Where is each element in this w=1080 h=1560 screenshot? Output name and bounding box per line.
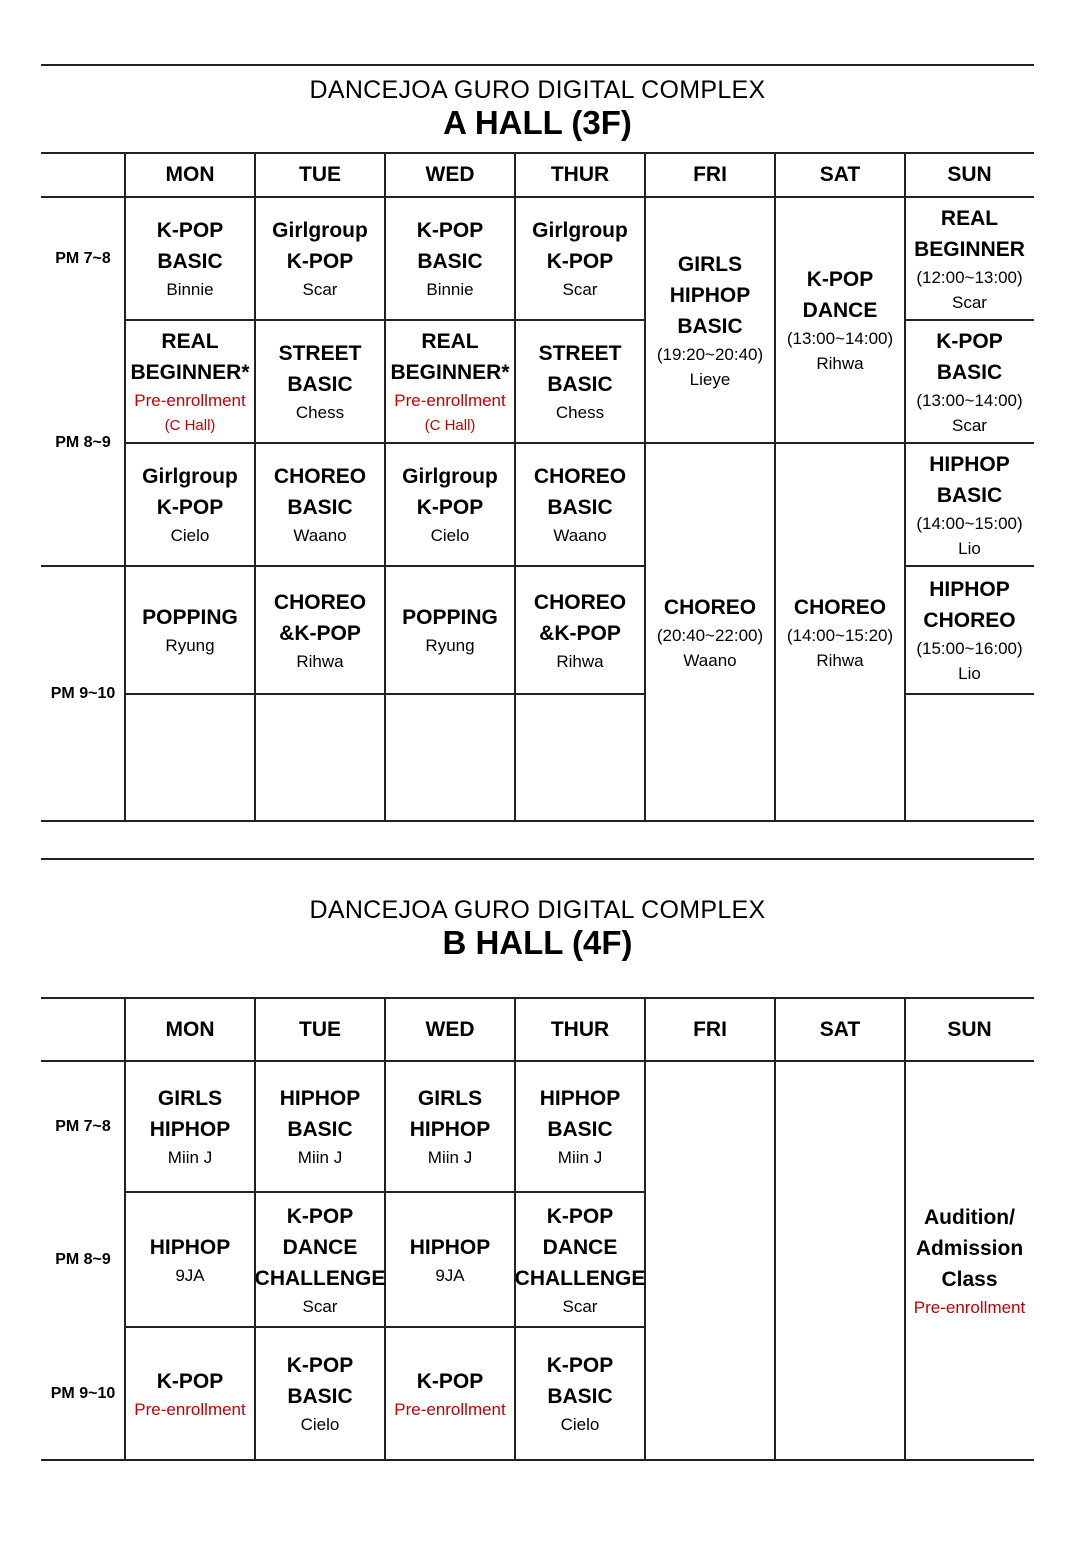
day-header-thur: THUR (550, 1017, 610, 1041)
instructor-name: Ryung (165, 636, 215, 655)
class-name: BASIC (287, 496, 353, 519)
class-name: HIPHOP (669, 283, 751, 307)
instructor-name: Cielo (430, 526, 470, 545)
class-name: Audition/ (924, 1205, 1015, 1229)
instructor-name: Cielo (170, 526, 210, 545)
class-cell (125, 566, 255, 694)
class-time: (15:00~16:00) (916, 639, 1023, 658)
class-name: BEGINNER* (130, 360, 250, 384)
day-header-tue: TUE (299, 1017, 341, 1041)
class-cell (515, 320, 645, 443)
class-name: CHOREO (533, 465, 627, 488)
class-time: (14:00~15:00) (916, 513, 1023, 533)
class-name: HIPHOP (279, 1087, 361, 1110)
instructor-name: Binnie (426, 280, 474, 299)
class-name: CHOREO (923, 609, 1016, 632)
class-cell (125, 1061, 255, 1192)
class-name: REAL (161, 329, 219, 353)
class-name: HIPHOP (929, 578, 1010, 601)
class-time: (13:00~14:00) (786, 329, 894, 348)
class-name: Girlgroup (402, 465, 498, 488)
class-name: HIPHOP (149, 1118, 231, 1141)
class-name: DANCE (282, 1235, 358, 1259)
class-name: K-POP (546, 1204, 614, 1228)
time-slot-label: PM 9~10 (50, 1384, 116, 1402)
class-name: CHALLENGE (514, 1266, 646, 1290)
instructor-name: Scar (952, 415, 987, 435)
class-name: BASIC (157, 250, 223, 273)
hall-a-title: A HALL (3F) (443, 104, 632, 141)
class-name: BASIC (936, 483, 1003, 507)
day-header-mon: MON (165, 1017, 215, 1041)
class-name: K-POP (156, 496, 224, 519)
enrollment-note: Pre-enrollment (394, 390, 506, 410)
class-name: STREET (278, 342, 362, 365)
class-name: BASIC (287, 1118, 353, 1141)
class-name: REAL (421, 329, 479, 353)
class-cell (905, 1061, 1034, 1460)
class-cell (385, 1327, 515, 1460)
class-name: K-POP (286, 250, 354, 273)
instructor-name: 9JA (435, 1265, 465, 1285)
class-name: BASIC (547, 1385, 613, 1408)
class-name: K-POP (546, 1354, 614, 1377)
day-header-sat: SAT (819, 1017, 861, 1041)
day-header-tue: TUE (299, 163, 341, 186)
instructor-name: Scar (302, 280, 338, 299)
time-slot-label: PM 7~8 (55, 1117, 111, 1135)
class-name: Girlgroup (142, 465, 238, 488)
instructor-name: Chess (555, 403, 605, 422)
class-name: K-POP (286, 1354, 354, 1377)
day-header-sun: SUN (947, 1017, 992, 1041)
enrollment-note: Pre-enrollment (394, 1399, 506, 1419)
class-cell (515, 197, 645, 320)
class-cell (515, 1061, 645, 1192)
class-name: BASIC (287, 373, 353, 396)
class-cell (255, 1327, 385, 1460)
class-cell (125, 443, 255, 566)
section-divider (41, 858, 1034, 860)
enrollment-note: Pre-enrollment (913, 1297, 1026, 1317)
hall-a-timetable (41, 152, 1034, 822)
instructor-name: Binnie (166, 280, 214, 299)
day-header-fri: FRI (693, 163, 727, 186)
class-cell (255, 1061, 385, 1192)
class-cell (125, 1327, 255, 1460)
class-cell (905, 443, 1034, 566)
class-name: POPPING (142, 606, 238, 629)
class-name: BASIC (547, 496, 613, 519)
class-cell (255, 320, 385, 443)
day-header-fri: FRI (693, 1017, 727, 1041)
instructor-name: Waano (553, 526, 607, 545)
instructor-name: Miin J (167, 1148, 213, 1167)
class-name: K-POP (416, 1369, 484, 1393)
class-name: CHOREO (533, 590, 627, 614)
instructor-name: Lio (958, 538, 981, 558)
class-cell (515, 1327, 645, 1460)
class-name: K-POP (416, 219, 484, 242)
class-name: K-POP (286, 1204, 354, 1228)
day-header-thur: THUR (550, 163, 610, 186)
enrollment-note: Pre-enrollment (134, 1399, 246, 1419)
day-header-mon: MON (165, 163, 215, 186)
time-slot-label: PM 8~9 (55, 434, 111, 451)
class-name: Class (941, 1267, 998, 1291)
class-name: &K-POP (539, 621, 621, 645)
class-cell (515, 443, 645, 566)
instructor-name: Rihwa (816, 354, 864, 373)
class-name: BASIC (936, 360, 1003, 384)
instructor-name: Cielo (560, 1415, 600, 1434)
class-time: (14:00~15:20) (786, 625, 894, 645)
class-name: BEGINNER (914, 237, 1025, 261)
class-cell (255, 443, 385, 566)
hall-a-subtitle: DANCEJOA GURO DIGITAL COMPLEX (309, 76, 766, 104)
day-header-wed: WED (425, 1017, 475, 1041)
instructor-name: Rihwa (816, 650, 864, 670)
class-name: K-POP (156, 1369, 224, 1393)
class-time: (19:20~20:40) (656, 344, 764, 364)
class-name: HIPHOP (409, 1235, 491, 1259)
class-cell (385, 1061, 515, 1192)
instructor-name: Waano (683, 650, 737, 670)
instructor-name: Rihwa (556, 651, 604, 671)
hall-b-subtitle: DANCEJOA GURO DIGITAL COMPLEX (309, 896, 766, 924)
class-name: BASIC (417, 250, 483, 273)
instructor-name: Waano (293, 526, 347, 545)
class-cell (125, 197, 255, 320)
class-cell (905, 566, 1034, 694)
class-name: K-POP (546, 250, 614, 273)
class-name: BEGINNER* (390, 360, 510, 384)
class-name: &K-POP (279, 621, 361, 645)
class-name: K-POP (806, 268, 874, 291)
instructor-name: Scar (302, 1296, 338, 1316)
class-name: GIRLS (417, 1087, 483, 1110)
class-name: CHOREO (793, 595, 887, 619)
class-cell (385, 566, 515, 694)
class-cell (775, 443, 905, 821)
class-time: (13:00~14:00) (916, 390, 1023, 410)
class-cell (905, 197, 1034, 320)
instructor-name: Cielo (300, 1415, 340, 1434)
class-name: REAL (940, 206, 999, 230)
day-header-wed: WED (425, 163, 475, 186)
hall-b-title: B HALL (4F) (442, 924, 633, 961)
instructor-name: Miin J (297, 1148, 343, 1167)
class-cell (385, 443, 515, 566)
instructor-name: Lio (958, 664, 981, 683)
instructor-name: Rihwa (296, 651, 344, 671)
class-name: HIPHOP (539, 1087, 621, 1110)
class-name: GIRLS (677, 252, 743, 276)
hall-b-timetable (41, 997, 1034, 1462)
class-name: K-POP (416, 496, 484, 519)
class-name: Girlgroup (272, 219, 368, 242)
hall-note: (C Hall) (164, 416, 216, 434)
day-header-sat: SAT (819, 163, 861, 186)
enrollment-note: Pre-enrollment (134, 390, 246, 410)
time-slot-label: PM 9~10 (50, 684, 116, 702)
hall-note: (C Hall) (424, 416, 476, 434)
instructor-name: Miin J (557, 1148, 603, 1167)
instructor-name: Miin J (427, 1148, 473, 1167)
class-time: (20:40~22:00) (656, 625, 764, 645)
class-cell (255, 566, 385, 694)
class-name: STREET (538, 342, 622, 365)
class-cell (385, 320, 515, 443)
class-name: CHALLENGE (254, 1266, 386, 1290)
class-name: DANCE (542, 1235, 618, 1259)
instructor-name: Scar (562, 280, 598, 299)
class-name: Girlgroup (532, 219, 628, 242)
class-name: BASIC (287, 1385, 353, 1408)
instructor-name: Scar (562, 1296, 598, 1316)
class-time: (12:00~13:00) (916, 267, 1023, 287)
class-name: HIPHOP (409, 1118, 491, 1141)
class-name: CHOREO (273, 465, 367, 488)
class-cell (125, 320, 255, 443)
class-cell (125, 1192, 255, 1327)
class-cell (905, 320, 1034, 443)
class-name: K-POP (936, 329, 1003, 353)
class-cell (255, 1192, 385, 1327)
class-name: BASIC (677, 314, 743, 338)
class-cell (385, 1192, 515, 1327)
class-name: Admission (915, 1236, 1024, 1260)
class-name: CHOREO (663, 595, 757, 619)
instructor-name: Chess (295, 403, 345, 422)
hall-b-header (41, 896, 1034, 962)
class-cell (775, 197, 905, 443)
class-name: HIPHOP (929, 452, 1010, 476)
instructor-name: Scar (952, 292, 987, 312)
class-cell (255, 197, 385, 320)
class-name: DANCE (802, 299, 878, 322)
class-name: K-POP (156, 219, 224, 242)
hall-a-header (41, 76, 1034, 142)
class-cell (385, 197, 515, 320)
class-cell (515, 1192, 645, 1327)
class-name: BASIC (547, 1118, 613, 1141)
class-name: POPPING (402, 606, 498, 629)
time-slot-label: PM 8~9 (55, 1250, 111, 1268)
instructor-name: Lieye (689, 369, 731, 389)
instructor-name: Ryung (425, 636, 475, 655)
class-name: GIRLS (157, 1087, 223, 1110)
class-name: BASIC (547, 373, 613, 396)
class-name: HIPHOP (149, 1235, 231, 1259)
class-cell (645, 443, 775, 821)
class-cell (645, 197, 775, 443)
day-header-sun: SUN (947, 163, 992, 186)
class-cell (515, 566, 645, 694)
instructor-name: 9JA (175, 1265, 205, 1285)
top-rule (41, 64, 1034, 66)
class-name: CHOREO (273, 590, 367, 614)
time-slot-label: PM 7~8 (55, 249, 111, 267)
